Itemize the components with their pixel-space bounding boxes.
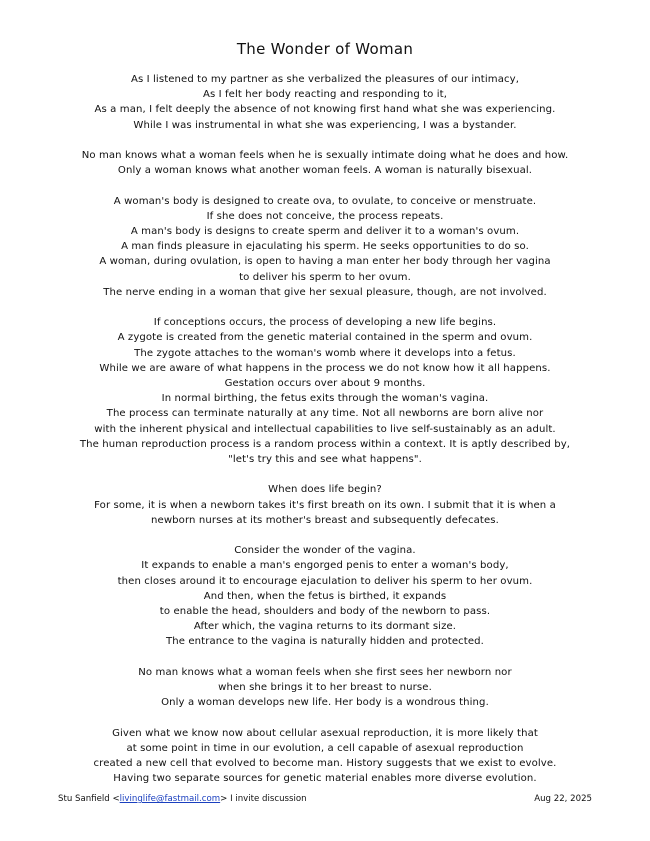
paragraph-6: [40, 543, 610, 649]
text-line: While we are aware of what happens in the process we do not know how it all happens.: [99, 362, 551, 374]
text-line: While I was instrumental in what she was experiencing, I was a bystander.: [133, 119, 517, 131]
text-line: If conceptions occurs, the process of developing a new life begins.: [153, 317, 497, 329]
text-line: The zygote attaches to the woman's womb where it develops into a fetus.: [134, 347, 516, 359]
document-title: The Wonder of Woman: [236, 40, 414, 58]
text-line: A woman's body is designed to create ova, to ovulate, to conceive or menstruate.: [113, 195, 537, 207]
text-line: Gestation occurs over about 9 months.: [224, 378, 426, 390]
text-line: The entrance to the vagina is naturally hidden and protected.: [165, 636, 484, 648]
text-line: If she does not conceive, the process repeats.: [206, 210, 444, 222]
text-line: then closes around it to encourage ejaculation to deliver his sperm to her ovum.: [117, 575, 533, 587]
text-line: No man knows what a woman feels when she first sees her newborn nor: [138, 666, 512, 678]
text-line: In normal birthing, the fetus exits through the woman's vagina.: [161, 393, 489, 405]
paragraph-1: [40, 72, 610, 133]
text-line: newborn nurses at its mother's breast and subsequently defecates.: [151, 514, 499, 526]
text-line: to enable the head, shoulders and body of the newborn to pass.: [159, 606, 491, 618]
footer-invite: > I invite discussion: [220, 794, 307, 804]
text-line: "let's try this and see what happens".: [228, 454, 422, 466]
paragraph-8: [40, 726, 610, 787]
text-line: Given what we know now about cellular asexual reproduction, it is more likely that: [112, 727, 538, 739]
text-line: A zygote is created from the genetic material contained in the sperm and ovum.: [117, 332, 533, 344]
paragraph-2: [40, 148, 610, 178]
text-line: The process can terminate naturally at any time. Not all newborns are born alive nor: [106, 408, 544, 420]
paragraph-3: [40, 194, 610, 300]
text-line: The nerve ending in a woman that give her sexual pleasure, though, are not involved.: [103, 286, 547, 298]
text-line: As I felt her body reacting and responding to it,: [202, 89, 448, 101]
paragraph-4: [40, 315, 610, 467]
text-line: at some point in time in our evolution, a cell capable of asexual reproduction: [126, 742, 524, 754]
text-line: It expands to enable a man's engorged penis to enter a woman's body,: [141, 560, 509, 572]
text-line: A man finds pleasure in ejaculating his sperm. He seeks opportunities to do so.: [121, 241, 529, 253]
text-line: As a man, I felt deeply the absence of not knowing first hand what she was experiencing.: [94, 104, 556, 116]
text-line: As I listened to my partner as she verbalized the pleasures of our intimacy,: [130, 74, 520, 85]
text-line: to deliver his sperm to her ovum.: [239, 271, 411, 283]
text-line: After which, the vagina returns to its dormant size.: [193, 621, 457, 633]
text-line: A woman, during ovulation, is open to having a man enter her body through her vagina: [99, 256, 551, 268]
footer-date: Aug 22, 2025: [534, 794, 592, 804]
text-line: When does life begin?: [268, 484, 382, 496]
text-line: Having two separate sources for genetic material enables more diverse evolution.: [113, 773, 537, 785]
email-link[interactable]: livinglife@fastmail.com: [119, 794, 221, 804]
text-line: Only a woman knows what another woman feels. A woman is naturally bisexual.: [117, 165, 533, 177]
text-line: A man's body is designs to create sperm and deliver it to a woman's ovum.: [130, 226, 520, 237]
text-line: created a new cell that evolved to become man. History suggests that we exist to evolve.: [93, 758, 557, 770]
text-line: The human reproduction process is a random process within a context. It is aptly described by,: [79, 438, 571, 450]
text-line: For some, it is when a newborn takes it's first breath on its own. I submit that it is when a: [94, 499, 556, 511]
document-body: [40, 72, 610, 786]
paragraph-5: [40, 482, 610, 528]
text-line: Consider the wonder of the vagina.: [234, 545, 416, 557]
text-line: No man knows what a woman feels when he is sexually intimate doing what he does and how.: [81, 150, 569, 161]
text-line: And then, when the fetus is birthed, it expands: [203, 590, 447, 602]
paragraph-7: [40, 665, 610, 711]
text-line: with the inherent physical and intellectual capabilities to live self-sustainably as an adult.: [94, 423, 556, 435]
text-line: Only a woman develops new life. Her body is a wondrous thing.: [161, 697, 489, 709]
footer-author: [58, 793, 307, 805]
author-name: Stu Sanfield <: [58, 794, 120, 804]
text-line: when she brings it to her breast to nurse.: [218, 682, 432, 694]
